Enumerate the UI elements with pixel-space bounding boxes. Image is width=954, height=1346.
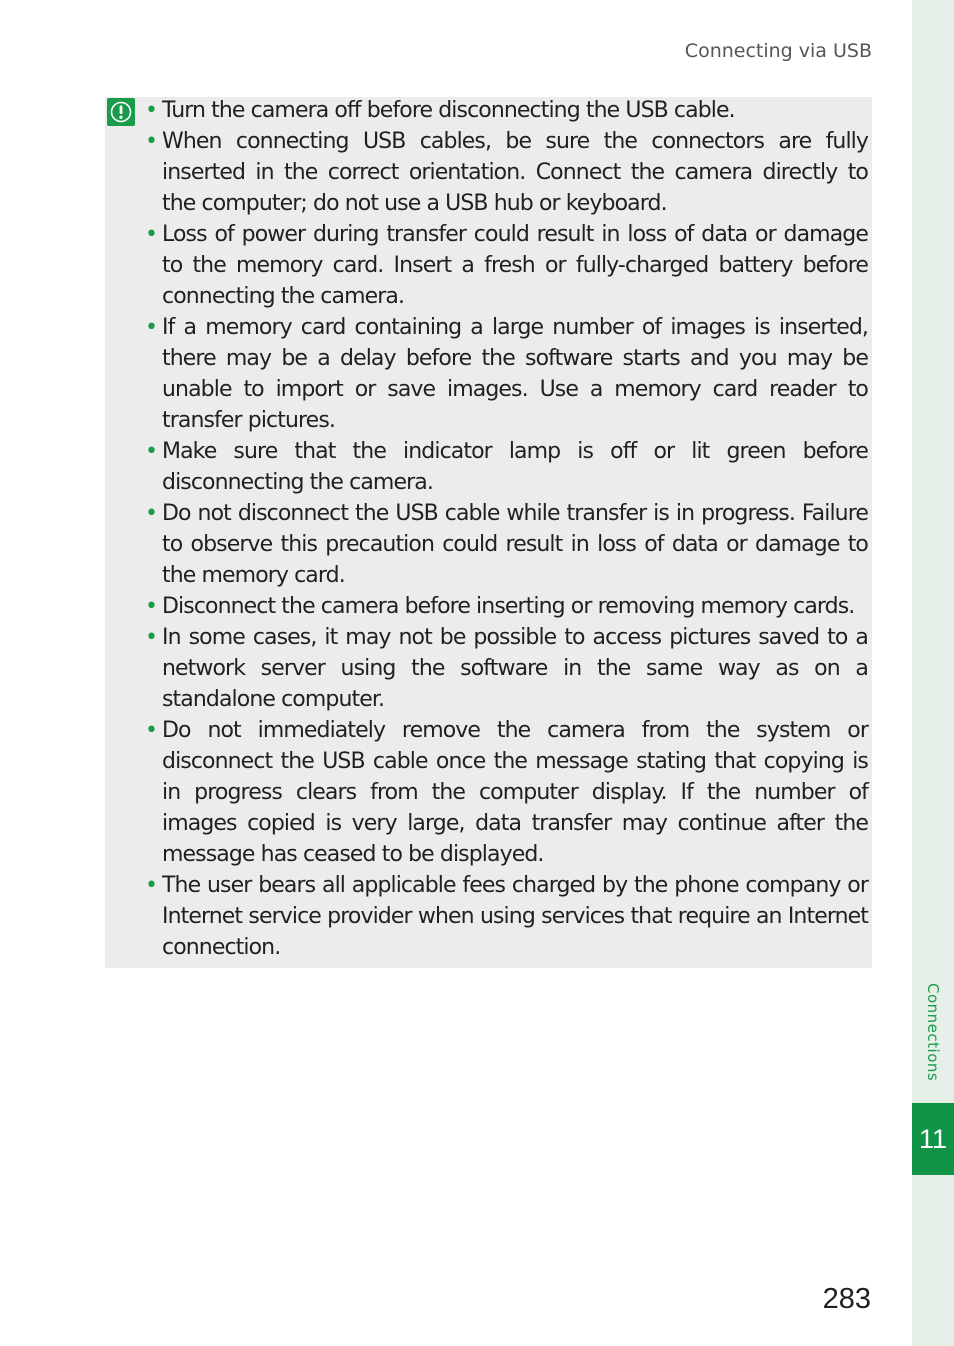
list-item-text: Do not immediately remove the camera from the system or disconnect the USB cable once the message stating that copying is in progress clears from the computer display. If the number of images copied is very large, data transfer may continue after the message has ceased to be displayed.	[162, 718, 868, 867]
list-item-text: Make sure that the indicator lamp is off or lit green before disconnecting the camera.	[162, 439, 868, 495]
bullet-icon: •	[145, 439, 158, 464]
section-label-text: Connections	[924, 982, 942, 1082]
list-item	[145, 591, 868, 622]
bullet-icon: •	[145, 873, 158, 898]
list-item-text: In some cases, it may not be possible to access pictures saved to a network server using the software in the same way as on a standalone computer.	[162, 625, 868, 712]
bullet-icon: •	[145, 625, 158, 650]
list-item	[145, 436, 868, 498]
list-item	[145, 498, 868, 591]
page-number: 283	[822, 1283, 871, 1315]
list-item-text: Do not disconnect the USB cable while transfer is in progress. Failure to observe this precaution could result in loss of data or damage to the memory card.	[162, 501, 868, 588]
list-item-text: The user bears all applicable fees charged by the phone company or Internet service provider when using services that require an Internet connection.	[162, 873, 868, 960]
list-item	[145, 95, 868, 126]
bullet-icon: •	[145, 718, 158, 743]
bullet-icon: •	[145, 98, 158, 123]
bullet-icon: •	[145, 594, 158, 619]
running-head: Connecting via USB	[684, 40, 872, 62]
exclamation-icon	[110, 101, 132, 123]
list-item-text: If a memory card containing a large number of images is inserted, there may be a delay before the software starts and you may be unable to import or save images. Use a memory card reader to transfer pictures.	[162, 315, 868, 433]
list-item	[145, 715, 868, 870]
section-label	[912, 970, 954, 1094]
list-item	[145, 126, 868, 219]
chapter-tab: 11	[912, 1103, 954, 1175]
list-item-text: Disconnect the camera before inserting or removing memory cards.	[162, 594, 855, 619]
list-item	[145, 622, 868, 715]
list-item	[145, 219, 868, 312]
caution-list	[145, 95, 868, 963]
bullet-icon: •	[145, 222, 158, 247]
bullet-icon: •	[145, 501, 158, 526]
caution-icon	[107, 98, 135, 126]
list-item	[145, 312, 868, 436]
list-item	[145, 870, 868, 963]
list-item-text: Loss of power during transfer could result in loss of data or damage to the memory card. Insert a fresh or fully-charged battery before connecting the camera.	[162, 222, 868, 309]
list-item-text: Turn the camera off before disconnecting the USB cable.	[162, 98, 735, 123]
bullet-icon: •	[145, 129, 158, 154]
list-item-text: When connecting USB cables, be sure the connectors are fully inserted in the correct orientation. Connect the camera directly to the computer; do not use a USB hub or keyboard.	[162, 129, 868, 216]
bullet-icon: •	[145, 315, 158, 340]
